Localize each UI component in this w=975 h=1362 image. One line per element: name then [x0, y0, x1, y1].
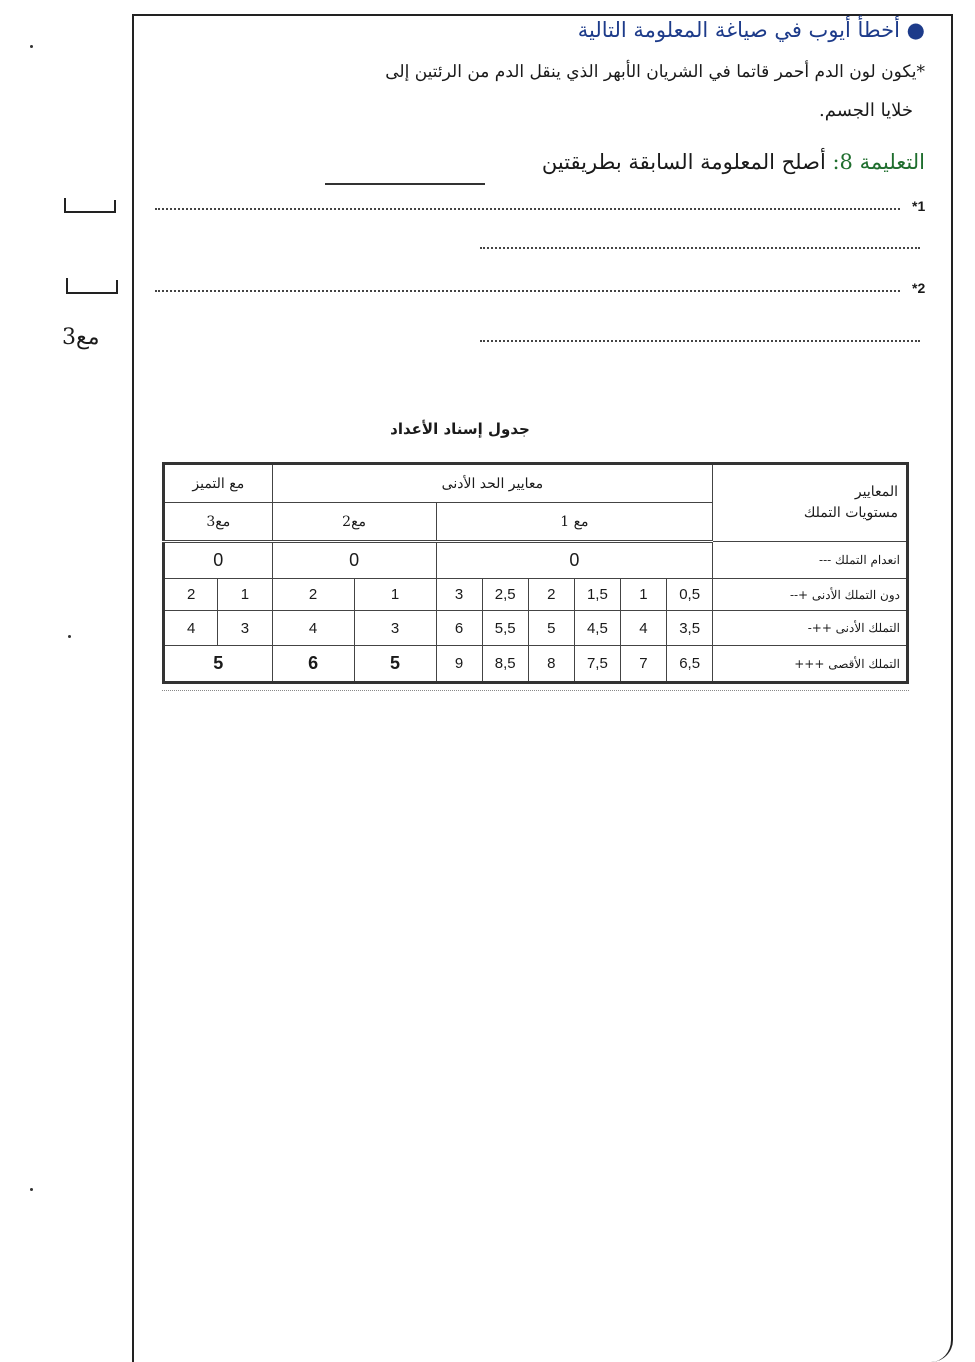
cell-c3: 2: [164, 578, 218, 611]
cell-c1: 2,5: [482, 578, 528, 611]
cell-c1: 4,5: [574, 611, 620, 646]
answer-number-2: *2: [912, 280, 926, 296]
level-label: التملك الأقصى +++: [713, 646, 908, 683]
cell-c1: 7,5: [574, 646, 620, 683]
cell-c1: 7: [620, 646, 666, 683]
cell-c1: 8: [528, 646, 574, 683]
cell-c1: 0: [436, 542, 713, 579]
cell-c1: 8,5: [482, 646, 528, 683]
grading-table: [162, 462, 909, 684]
answer-line-1a: [155, 208, 900, 210]
speck: [30, 45, 33, 48]
table-row: [164, 464, 908, 503]
col-c2: مع2: [272, 503, 436, 542]
head-levels: مستويات التملك: [803, 505, 898, 522]
col-c1: مع 1: [436, 503, 713, 542]
task-label: التعليمة 8:: [832, 150, 925, 174]
cell-c1: 2: [528, 578, 574, 611]
instruction-text: أخطأ أيوب في صياغة المعلومة التالية: [577, 18, 900, 42]
statement-line-2: خلايا الجسم.: [819, 100, 913, 121]
cell-c2: 4: [272, 611, 354, 646]
col-c3: مع3: [164, 503, 273, 542]
task-text: أصلح المعلومة السابقة بطريقتين: [541, 150, 826, 174]
margin-criterion-mark: مع3: [62, 325, 100, 350]
cell-c1: 3,5: [667, 611, 713, 646]
cell-c1: 5: [528, 611, 574, 646]
page-frame: [132, 14, 953, 1362]
task-underline: [325, 183, 485, 185]
cell-c3: 4: [164, 611, 218, 646]
level-label: التملك الأدنى ++-: [713, 611, 908, 646]
head-excellence: مع التميز: [164, 464, 273, 503]
cell-c3: 3: [218, 611, 272, 646]
cell-c2: 0: [272, 542, 436, 579]
cell-c2: 5: [354, 646, 436, 683]
cell-c1: 6,5: [667, 646, 713, 683]
margin-rule: [132, 14, 134, 1361]
head-minimum: معايير الحد الأدنى: [272, 464, 713, 503]
cell-c1: 1,5: [574, 578, 620, 611]
speck: [30, 1188, 33, 1191]
cell-c3: 0: [164, 542, 273, 579]
level-label: دون التملك الأدنى +--: [713, 578, 908, 611]
head-criteria: المعايير: [854, 484, 898, 501]
cell-c1: 9: [436, 646, 482, 683]
cell-c3: 1: [218, 578, 272, 611]
cell-c1: 3: [436, 578, 482, 611]
statement-line-1: *يكون لون الدم أحمر قاتما في الشريان الأبهر الذي ينقل الدم من الرئتين إلى: [385, 62, 925, 82]
table-row: [164, 611, 908, 646]
answer-line-1b: [480, 247, 920, 249]
answer-line-2b: [480, 340, 920, 342]
head-criteria-levels: [713, 464, 908, 542]
cell-c2: 6: [272, 646, 354, 683]
speck: [68, 635, 71, 638]
cell-c2: 2: [272, 578, 354, 611]
cell-c1: 1: [620, 578, 666, 611]
cell-c1: 5,5: [482, 611, 528, 646]
answer-line-2a: [155, 290, 900, 292]
table-row: [164, 578, 908, 611]
table-underline: [162, 690, 909, 691]
cell-c1: 6: [436, 611, 482, 646]
cell-c1: 4: [620, 611, 666, 646]
answer-number-1: *1: [912, 198, 926, 214]
instruction-line: ● أخطأ أيوب في صياغة المعلومة التالية: [577, 18, 925, 42]
cell-c1: 0,5: [667, 578, 713, 611]
table-title: جدول إسناد الأعداد: [390, 420, 530, 438]
cell-c2: 1: [354, 578, 436, 611]
task-line: [542, 150, 925, 174]
cell-c2: 3: [354, 611, 436, 646]
table-row: [164, 646, 908, 683]
cell-c3: 5: [164, 646, 273, 683]
level-label: انعدام التملك ---: [713, 542, 908, 579]
table-row: [164, 542, 908, 579]
